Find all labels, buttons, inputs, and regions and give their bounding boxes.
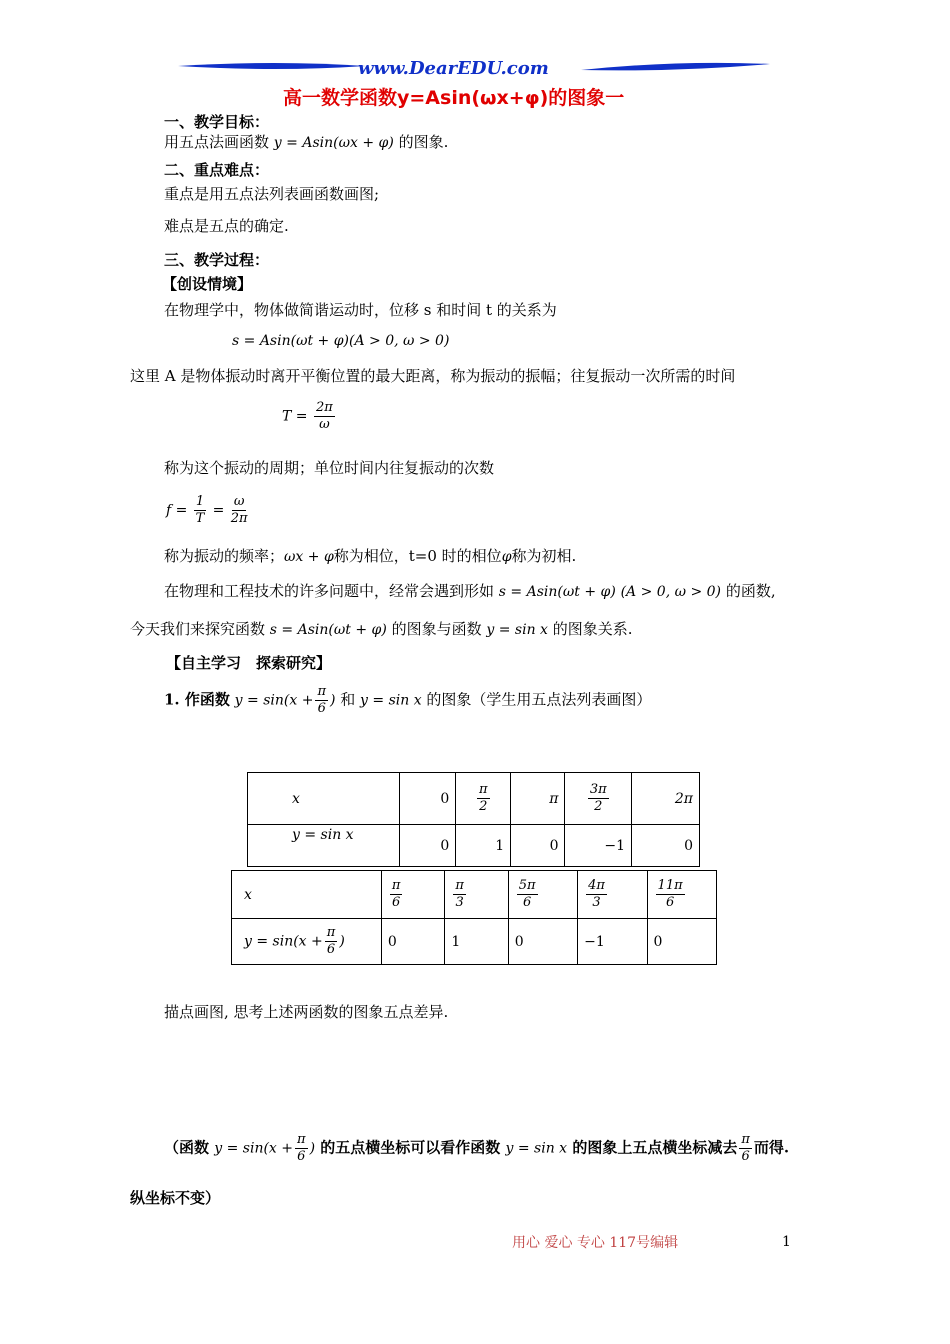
table1-cell: $\frac{3\pi}{2}$ — [565, 773, 632, 825]
table2-cell: $\frac{4\pi}{3}$ — [578, 871, 647, 919]
table1-cell: 1 — [456, 825, 511, 867]
table1-cell: 0 — [511, 825, 565, 867]
table1-cell: −1 — [565, 825, 632, 867]
keypoint-line-2: 难点是五点的确定. — [164, 217, 289, 235]
equation-displacement: s = Asin(ωt + φ)(A > 0, ω > 0) — [232, 333, 450, 349]
table1-cell: π — [511, 773, 565, 825]
conclusion-line-2: 纵坐标不变） — [130, 1189, 221, 1207]
table2-cell: $\frac{5\pi}{6}$ — [508, 871, 577, 919]
table2-cell: 1 — [445, 919, 508, 965]
footer-text: 用心 爱心 专心 117号编辑 — [512, 1235, 679, 1251]
paragraph-engineering: 在物理和工程技术的许多问题中，经常会遇到形如 s = Asin(ωt + φ) (A > 0, ω > 0) 的函数, — [164, 582, 776, 600]
goals-line: 用五点法画函数 y = Asin(ωx + φ) 的图象. — [164, 133, 449, 151]
keypoint-line-1: 重点是用五点法列表画函数画图; — [164, 185, 380, 203]
table2-y-label: y = sin(x + $\frac{\pi}{6}$ ) — [232, 919, 382, 965]
paragraph-frequency: 称为振动的频率；ωx + φ称为相位，t=0 时的相位φ称为初相. — [164, 547, 577, 565]
paragraph-today: 今天我们来探究函数 s = Asin(ωt + φ) 的图象与函数 y = sin x 的图象关系. — [130, 620, 633, 638]
paragraph-amplitude: 这里 A 是物体振动时离开平衡位置的最大距离，称为振动的振幅；往复振动一次所需的时间 — [130, 367, 736, 385]
equation-frequency: f = $\frac{1}{T}$ = $\frac{\omega}{2\pi}$ — [166, 494, 248, 526]
table2-cell: $\frac{11\pi}{6}$ — [647, 871, 716, 919]
section-heading-process: 三、教学过程： — [164, 251, 270, 269]
table1-x-label: x — [248, 773, 400, 825]
table1-cell: 0 — [400, 825, 456, 867]
table2-cell: 0 — [508, 919, 577, 965]
banner-swoosh-right — [581, 63, 770, 71]
instruction-plot: 描点画图, 思考上述两函数的图象五点差异. — [164, 1003, 449, 1021]
page-title: 高一数学函数y=Asin(ωx+φ)的图象一 — [283, 87, 625, 109]
table1-y-label: y = sin x — [248, 825, 400, 867]
table1-cell: 0 — [400, 773, 456, 825]
table2-cell: 0 — [647, 919, 716, 965]
banner-swoosh-left — [178, 63, 366, 69]
conclusion-line-1: （函数 y = sin(x + $\frac{\pi}{6}$ ) 的五点横坐标可以看作函数 y = sin x 的图象上五点横坐标减去 $\frac{\pi}{6}$ 而得. — [164, 1132, 790, 1164]
table2-cell: 0 — [381, 919, 444, 965]
question-1: 1. 作函数 y = sin(x + $\frac{\pi}{6}$ ) 和 y = sin x 的图象（学生用五点法列表画图） — [164, 684, 652, 716]
paragraph-physics: 在物理学中，物体做简谐运动时，位移 s 和时间 t 的关系为 — [164, 301, 557, 319]
table-sin-shifted — [231, 870, 717, 965]
table2-x-label: x — [232, 871, 382, 919]
table1-cell: 2π — [632, 773, 700, 825]
formula-asin: y = Asin(ωx + φ) — [273, 135, 394, 151]
section-heading-keypoints: 二、重点难点： — [164, 161, 270, 179]
subheading-self-study: 【自主学习 探索研究】 — [166, 654, 332, 672]
site-url: www.DearEDU.com — [358, 58, 549, 79]
page-number: 1 — [782, 1234, 791, 1250]
table1-cell: $\frac{\pi}{2}$ — [456, 773, 511, 825]
table-sin-x — [247, 772, 700, 867]
equation-period: T = $\frac{2\pi}{\omega}$ — [282, 400, 333, 432]
paragraph-period: 称为这个振动的周期；单位时间内往复振动的次数 — [164, 459, 495, 477]
table2-cell: $\frac{\pi}{6}$ — [381, 871, 444, 919]
table2-cell: $\frac{\pi}{3}$ — [445, 871, 508, 919]
table1-cell: 0 — [632, 825, 700, 867]
subheading-scenario: 【创设情境】 — [162, 275, 253, 293]
table2-cell: −1 — [578, 919, 647, 965]
section-heading-goals: 一、教学目标： — [164, 113, 270, 131]
